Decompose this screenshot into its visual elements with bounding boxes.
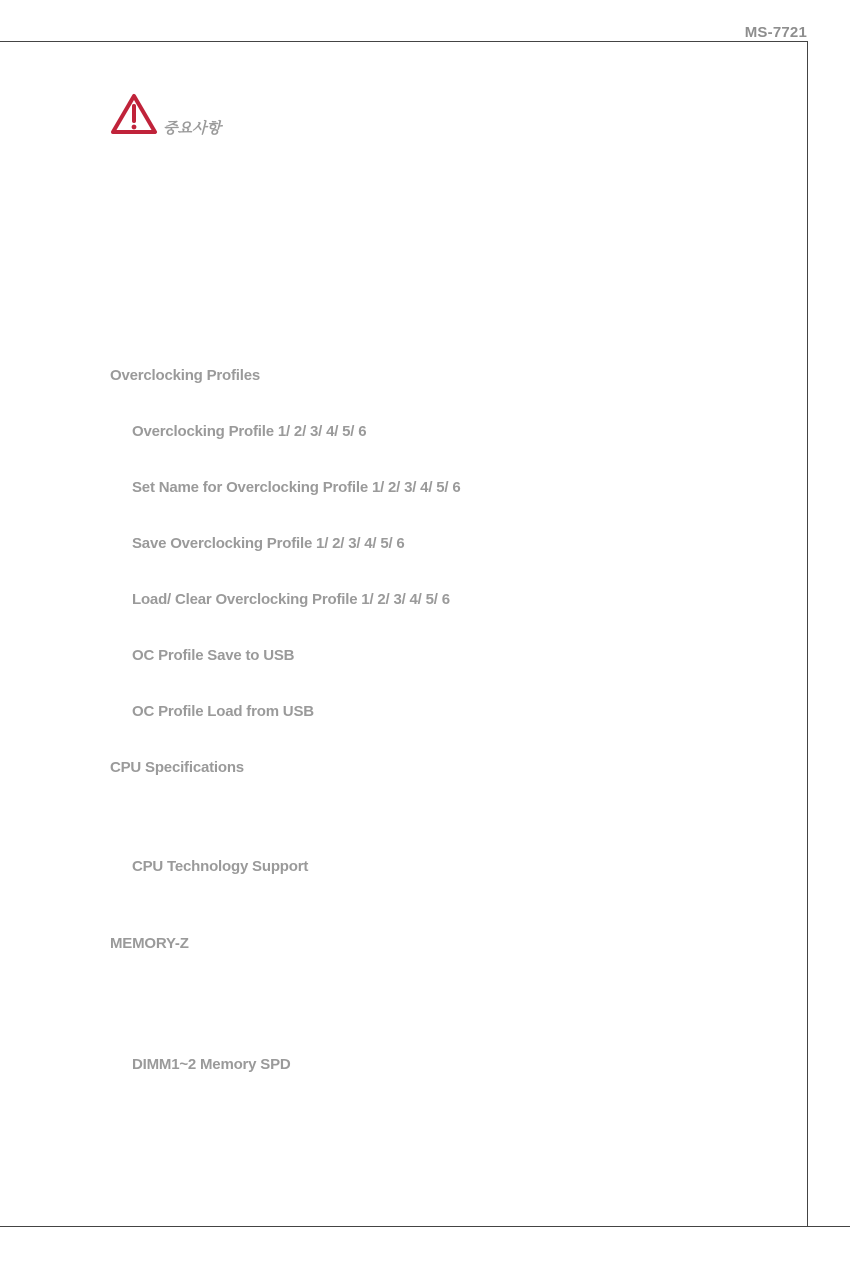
menu-item-set-name-overclocking-profile: Set Name for Overclocking Profile 1/ 2/ 3/ 4/ 5/ 6 bbox=[132, 479, 461, 496]
menu-item-dimm-memory-spd: DIMM1~2 Memory SPD bbox=[132, 1056, 291, 1073]
warning-triangle-icon bbox=[110, 93, 158, 135]
important-label: 중요사항 bbox=[163, 119, 221, 137]
menu-item-oc-profile-load-usb: OC Profile Load from USB bbox=[132, 703, 314, 720]
header-rule bbox=[0, 41, 808, 42]
menu-item-cpu-technology-support: CPU Technology Support bbox=[132, 858, 309, 875]
section-title-overclocking-profiles: Overclocking Profiles bbox=[110, 367, 261, 384]
model-number: MS-7721 bbox=[744, 24, 807, 41]
menu-item-oc-profile-save-usb: OC Profile Save to USB bbox=[132, 647, 295, 664]
menu-item-load-clear-overclocking-profile: Load/ Clear Overclocking Profile 1/ 2/ 3/ 4/ 5/ 6 bbox=[132, 591, 450, 608]
footer-rule bbox=[0, 1226, 850, 1227]
menu-item-save-overclocking-profile: Save Overclocking Profile 1/ 2/ 3/ 4/ 5/ 6 bbox=[132, 535, 405, 552]
menu-item-overclocking-profile: Overclocking Profile 1/ 2/ 3/ 4/ 5/ 6 bbox=[132, 423, 367, 440]
section-title-cpu-specifications: CPU Specifications bbox=[110, 759, 244, 776]
section-title-memory-z: MEMORY-Z bbox=[110, 935, 189, 952]
side-rule bbox=[807, 41, 808, 1227]
